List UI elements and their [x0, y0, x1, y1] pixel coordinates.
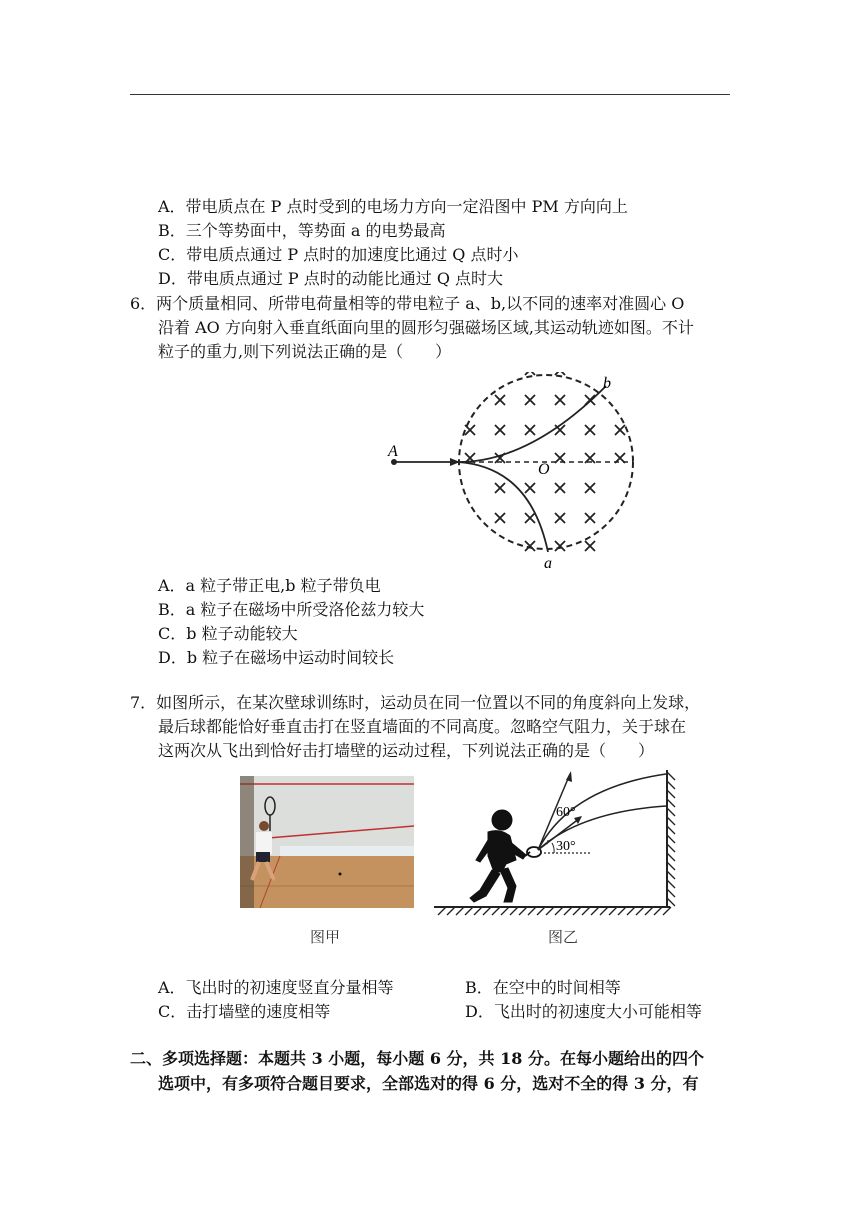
field-cross-mark [585, 513, 595, 523]
q5-option-d: D．带电质点通过 P 点时的动能比通过 Q 点时大 [158, 269, 504, 288]
field-cross-mark [525, 425, 535, 435]
field-cross-mark [555, 541, 565, 551]
ground-hatch-mark [528, 907, 536, 915]
q6-option-c: C．b 粒子动能较大 [158, 624, 298, 643]
header-rule [130, 94, 730, 95]
wall-hatch-mark [667, 871, 675, 879]
q7-stem-line-1: 7．如图所示，在某次壁球训练时，运动员在同一位置以不同的角度斜向上发球， [130, 693, 701, 712]
ground-hatch-mark [555, 907, 563, 915]
field-cross-mark [525, 541, 535, 551]
wall-hatch-mark [667, 799, 675, 807]
ground-hatch-mark [600, 907, 608, 915]
field-cross-mark [465, 425, 475, 435]
squash-training-photo [240, 776, 414, 908]
q6-stem-line-2: 沿着 AO 方向射入垂直纸面向里的圆形匀强磁场区域,其运动轨迹如图。不计 [158, 318, 694, 337]
q7-stem-line-2: 最后球都能恰好垂直击打在竖直墙面的不同高度。忽略空气阻力，关于球在 [158, 717, 687, 736]
field-cross-mark [585, 483, 595, 493]
q6-option-d: D．b 粒子在磁场中运动时间较长 [158, 648, 395, 667]
section2-heading-line-2: 选项中，有多项符合题目要求，全部选对的得 6 分，选对不全的得 3 分，有 [158, 1074, 699, 1093]
label-b: b [603, 375, 611, 392]
ground-hatch-mark [546, 907, 554, 915]
ground-hatch-mark [564, 907, 572, 915]
wall-hatch-mark [667, 790, 675, 798]
ground-hatch-mark [510, 907, 518, 915]
q7-trajectory-figure [430, 760, 690, 920]
q7-option-b: B．在空中的时间相等 [465, 978, 621, 997]
ground-hatch-mark [537, 907, 545, 915]
wall-hatch-mark [667, 862, 675, 870]
wall-hatch-mark [667, 889, 675, 897]
field-cross-mark [495, 483, 505, 493]
q7-option-c: C．击打墙壁的速度相等 [158, 1002, 331, 1021]
field-cross-mark [525, 372, 535, 375]
wall-hatch-mark [667, 853, 675, 861]
angle-30-label: 30° [556, 839, 576, 854]
angle-60-label: 60° [556, 805, 576, 820]
ground-hatch-mark [627, 907, 635, 915]
fig-b-caption: 图乙 [548, 928, 579, 946]
ground-hatch-mark [645, 907, 653, 915]
field-cross-mark [495, 513, 505, 523]
field-cross-mark [525, 483, 535, 493]
wall-hatch-mark [667, 898, 675, 906]
fig-a-caption: 图甲 [310, 928, 341, 946]
q6-option-b: B．a 粒子在磁场中所受洛伦兹力较大 [158, 600, 425, 619]
wall-hatch-mark [667, 880, 675, 888]
ground-hatch-mark [447, 907, 455, 915]
field-cross-mark [555, 395, 565, 405]
wall-hatch-mark [667, 817, 675, 825]
field-cross-mark [555, 425, 565, 435]
ground-hatch-mark [663, 907, 671, 915]
field-cross-mark [555, 372, 565, 375]
label-a: a [544, 555, 552, 572]
label-O: O [538, 461, 550, 478]
field-cross-mark [585, 541, 595, 551]
ground-hatch-mark [609, 907, 617, 915]
ground-hatch-mark [636, 907, 644, 915]
field-cross-mark [585, 425, 595, 435]
ground-hatch-mark [501, 907, 509, 915]
q6-option-a: A．a 粒子带正电,b 粒子带负电 [158, 576, 381, 595]
wall-hatch-mark [667, 781, 675, 789]
label-A: A [388, 443, 398, 460]
q6-magnetic-field-figure [380, 372, 650, 572]
q7-option-d: D．飞出时的初速度大小可能相等 [465, 1002, 702, 1021]
ground-hatch-mark [483, 907, 491, 915]
ground-hatch-mark [654, 907, 662, 915]
q6-stem-line-3: 粒子的重力,则下列说法正确的是（ ） [158, 342, 452, 361]
field-cross-mark [525, 513, 535, 523]
ground-hatch-mark [591, 907, 599, 915]
field-cross-mark [525, 395, 535, 405]
ground-hatch-mark [573, 907, 581, 915]
ground-hatch-mark [582, 907, 590, 915]
field-cross-mark [555, 483, 565, 493]
wall-hatch-mark [667, 826, 675, 834]
field-cross-mark [555, 513, 565, 523]
wall-hatch-mark [667, 808, 675, 816]
ground-hatch-mark [465, 907, 473, 915]
q5-option-b: B．三个等势面中，等势面 a 的电势最高 [158, 221, 446, 240]
ground-hatch-mark [492, 907, 500, 915]
q5-option-c: C．带电质点通过 P 点时的加速度比通过 Q 点时小 [158, 245, 519, 264]
q7-option-a: A．飞出时的初速度竖直分量相等 [158, 978, 394, 997]
section2-heading-line-1: 二、多项选择题：本题共 3 小题，每小题 6 分，共 18 分。在每小题给出的四个 [130, 1049, 704, 1068]
field-cross-mark [495, 425, 505, 435]
player-silhouette [470, 810, 526, 902]
ground-hatch-mark [618, 907, 626, 915]
q6-stem-line-1: 6．两个质量相同、所带电荷量相等的带电粒子 a、b,以不同的速率对准圆心 O [130, 294, 685, 313]
wall-hatch-mark [667, 772, 675, 780]
q5-option-a: A．带电质点在 P 点时受到的电场力方向一定沿图中 PM 方向向上 [158, 197, 628, 216]
wall-hatch-mark [667, 835, 675, 843]
ground-hatch-mark [474, 907, 482, 915]
ground-hatch-mark [519, 907, 527, 915]
field-cross-mark [615, 425, 625, 435]
ground-hatch-mark [456, 907, 464, 915]
field-cross-mark [495, 395, 505, 405]
ground-hatch-mark [438, 907, 446, 915]
wall-hatch-mark [667, 844, 675, 852]
q7-stem-line-3: 这两次从飞出到恰好击打墙壁的运动过程，下列说法正确的是（ ） [158, 741, 655, 760]
